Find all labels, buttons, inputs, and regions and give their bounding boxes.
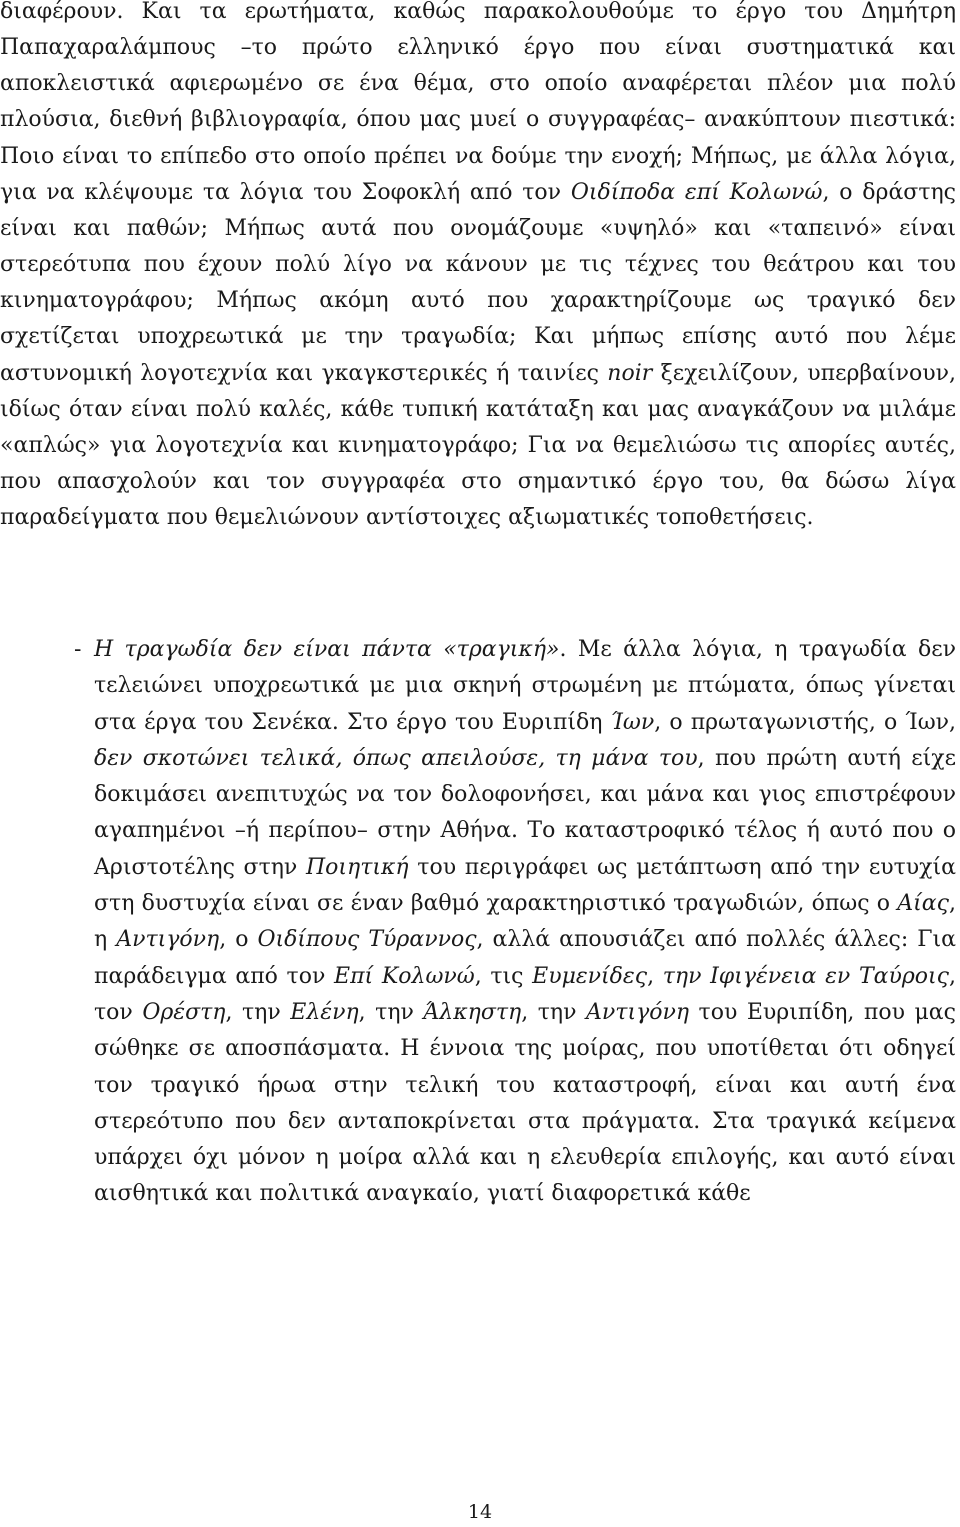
text-run: , ο πρωταγωνιστής, ο Ίων,	[654, 709, 956, 735]
text-run: , η	[94, 891, 956, 953]
italic-title: Επί Κολωνώ	[334, 963, 475, 989]
bullet-item	[74, 632, 956, 1213]
text-run: , τον	[94, 963, 956, 1025]
bullet-dash: -	[74, 637, 82, 662]
text-run: , που πρώτη αυτή είχε δοκιμάσει ανεπιτυχώς να τον δολοφονήσει, και μάνα και γιος επιστρέφουν αγαπημένοι –ή περίπου– στην Αθήνα. Το καταστροφικό τέλος ή αυτό που ο Αριστοτέλης στην	[94, 745, 957, 880]
italic-title: Αντιγόνη	[116, 927, 220, 953]
italic-phrase: δεν σκοτώνει τελικά, όπως απειλούσε, τη μάνα του	[94, 745, 698, 771]
bullet-heading: Η τραγωδία δεν είναι πάντα «τραγική»	[94, 637, 560, 662]
text-run: , αλλά απουσιάζει από πολλές άλλες: Για παράδειγμα από τον	[94, 927, 956, 989]
text-run: , την	[521, 999, 587, 1025]
text-run: του περιγράφει ως μετάπτωση από την ευτυχία στη δυστυχία είναι σε έναν βαθμό χαρακτηριστικό τραγωδιών, όπως ο	[94, 854, 956, 917]
text-run: , τις	[474, 963, 533, 989]
italic-title: Αντιγόνη	[586, 999, 690, 1025]
text-run: του Ευριπίδη, που μας σώθηκε σε αποσπάσματα. Η έννοια της μοίρας, που υποτίθεται ότι οδηγεί τον τραγικό ήρωα στην τελική του καταστροφή, είναι και αυτή ένα στερεότυπο που δεν ανταποκρίνεται στα πράγματα. Στα τραγικά κείμενα υπάρχει όχι μόνον η μοίρα αλλά και η ελευθερία επιλογής, και αυτό είναι αισθητικά και πολιτικά αναγκαίο, γιατί διαφορετικά κάθε	[94, 999, 956, 1207]
italic-title: Ορέστη	[142, 999, 226, 1025]
italic-title: Ευμενίδες	[532, 963, 648, 989]
italic-title: Οιδίποδα επί Κολωνώ	[570, 179, 823, 205]
text-run: διαφέρουν. Και τα ερωτήματα, καθώς παρακολουθούμε το έργο του Δημήτρη Παπαχαραλάμπους –το πρώτο ελληνικό έργο που είναι συστηματικά και αποκλειστικά αφιερωμένο σε ένα θέμα, στο οποίο αναφέρεται πλέον μια πολύ πλούσια, διεθνή βιβλιογραφία, όπου μας μυεί ο συγγραφέας– ανακύπτουν πιεστικά: Ποιο είναι το επίπεδο στο οποίο πρέπει να δούμε την ενοχή; Μήπως, με άλλα λόγια, για να κλέψουμε τα λόγια του Σοφοκλή από τον	[0, 0, 956, 205]
italic-title: την Ιφιγένεια εν Ταύροις	[662, 963, 949, 989]
text-run: , ο δράστης είναι και παθών; Μήπως αυτά που ονομάζουμε «υψηλό» και «ταπεινό» είναι στερεότυπα που έχουν πολύ λίγο να κάνουν με τις τέχνες του θεάτρου και του κινηματογράφου; Μήπως ακόμη αυτό που χαρακτηρίζουμε ως τραγικό δεν σχετίζεται υποχρεωτικά με την τραγωδία; Και μήπως επίσης αυτό που λέμε αστυνομική λογοτεχνία και γκαγκστερικές ή ταινίες	[0, 179, 956, 386]
italic-title: Ποιητική	[305, 854, 409, 880]
italic-title: Οιδίπους Τύραννος	[257, 927, 477, 953]
page-number: 14	[467, 1501, 493, 1523]
text-run: . Με άλλα λόγια, η τραγωδία δεν τελειώνει υποχρεωτικά με μια σκηνή στρωμένη με πτώματα, όπως γίνεται στα έργα του Σενέκα. Στο έργο του Ευριπίδη	[94, 637, 957, 735]
italic-term: noir	[607, 360, 653, 386]
italic-title: Αίας	[897, 891, 949, 917]
body-paragraph	[0, 0, 956, 536]
text-run: , την	[225, 999, 291, 1025]
italic-title: Ελένη	[290, 999, 359, 1025]
italic-title: Ίων	[610, 709, 655, 735]
bullet-text	[94, 632, 956, 1213]
text-run: ,	[647, 963, 663, 989]
text-run: , ο	[219, 927, 258, 953]
italic-title: Άλκηστη	[423, 999, 522, 1025]
text-run: ξεχειλίζουν, υπερβαίνουν, ιδίως όταν είναι πολύ καλές, κάθε τυπική κατάταξη και μας αναγκάζουν να μιλάμε «απλώς» για λογοτεχνία και κινηματογράφο; Για να θεμελιώσω τις απορίες αυτές, που απασχολούν και τον συγγραφέα στο σημαντικό έργο του, θα δώσω λίγα παραδείγματα που θεμελιώνουν αντίστοιχες αξιωματικές τοποθετήσεις.	[0, 360, 956, 531]
text-run: , την	[358, 999, 424, 1025]
